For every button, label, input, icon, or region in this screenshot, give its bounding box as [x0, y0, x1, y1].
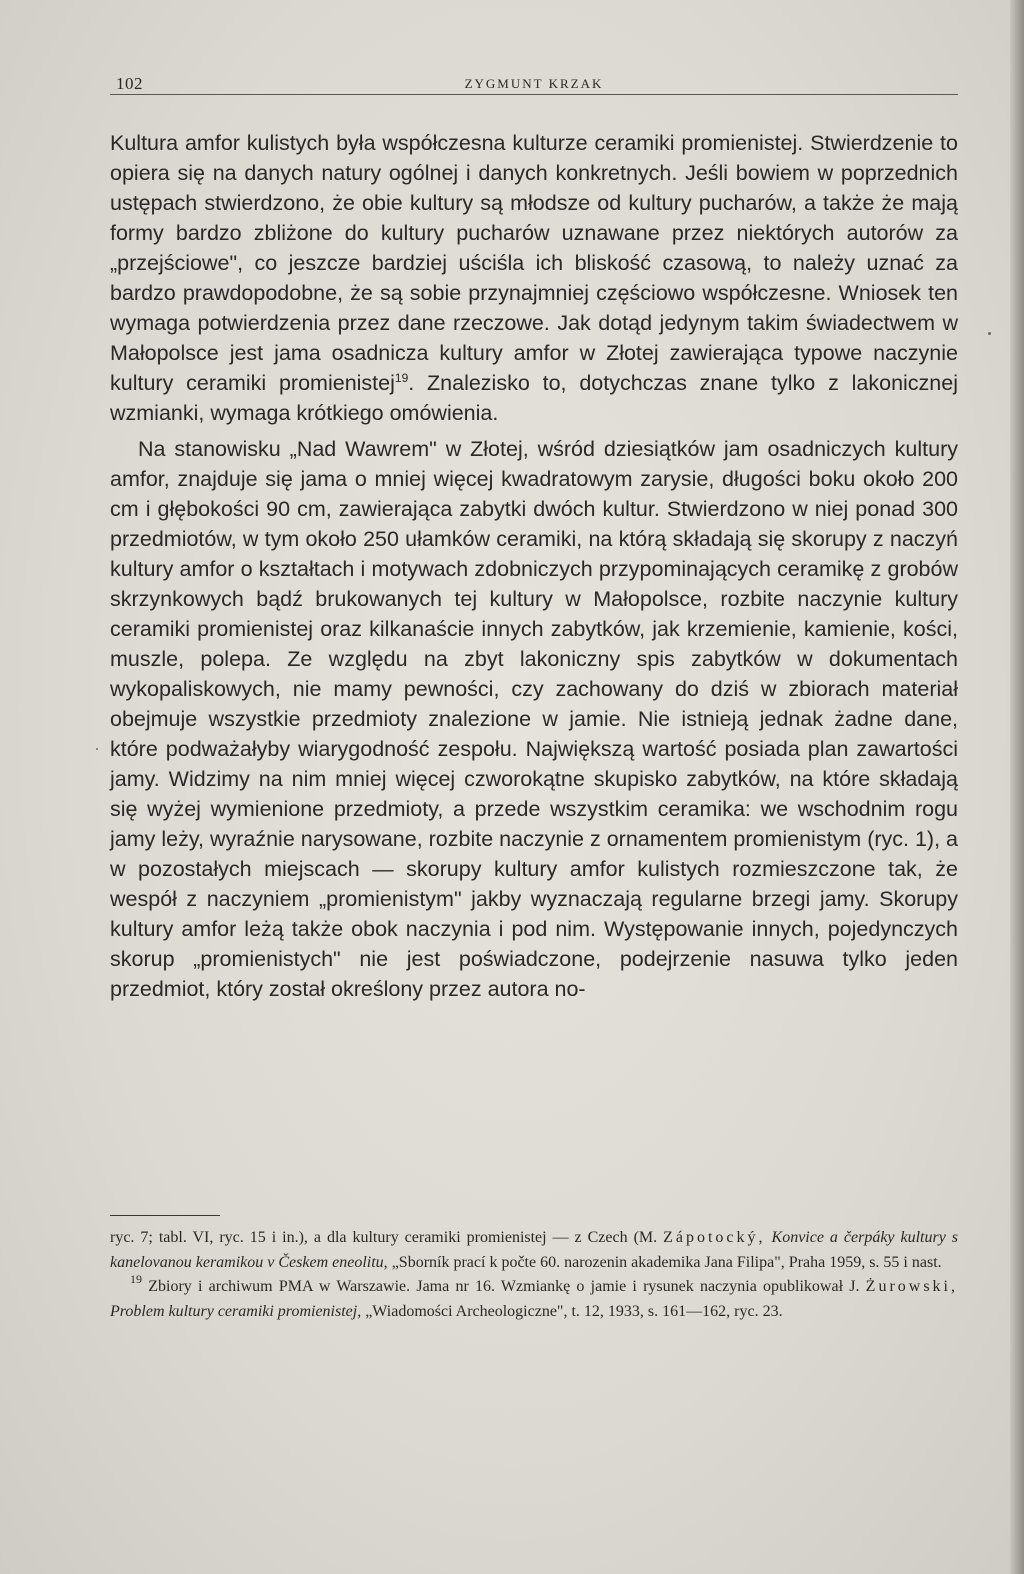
footnote-cont-text-b: „Sborník prací k počte 60. narozenin akademika Jana Filipa", Praha 1959, s. 55 i nast. — [387, 1253, 942, 1271]
footnote-cont-text-a: ryc. 7; tabl. VI, ryc. 15 i in.), a dla kultury ceramiki promienistej — z Czech (M. — [110, 1229, 664, 1246]
footnote-cont-title: Konvice a čerpáky kultury s kanelovanou keramikou v Českem eneolitu, — [110, 1229, 959, 1271]
page-number: 102 — [116, 74, 143, 93]
paragraph-2: Na stanowisku „Nad Wawrem" w Złotej, wśród dziesiątków jam osadniczych kultury amfor, znajduje się jama o mniej więcej kwadratowym zarysie, długości boku około 200 cm i głębokości 90 cm, zawierająca zabytki dwóch kultur. Stwierdzono w niej ponad 300 przedmiotów, w tym około 250 ułamków ceramiki, na którą składają się skorupy z naczyń kultury amfor o kształtach i motywach zdobniczych przypominających ceramikę z grobów skrzynkowych bądź brukowanych tej kultury w Małopolsce, rozbite naczynie kultury ceramiki promienistej oraz kilkanaście innych zabytków, jak krzemienie, kamienie, kości, muszle, polepa. Ze względu na zbyt lakoniczny spis zabytków w dokumentach wykopaliskowych, nie mamy pewności, czy zachowany do dziś w zbiorach materiał obejmuje wszystkie przedmioty znalezione w jamie. Nie istnieją jednak żadne dane, które podważałyby wiarygodność zespołu. Największą wartość posiada plan zawartości jamy. Widzimy na nim mniej więcej czworokątne skupisko zabytków, na które składają się wyżej wymienione przedmioty, a przede wszystkim ceramika: we wschodnim rogu jamy leży, wyraźnie narysowane, rozbite naczynie z ornamentem promienistym (ryc. 1), a w pozostałych miejscach — skorupy kultury amfor kulistych rozmieszczone tak, że wespół z naczyniem „promienistym" jakby wyznaczają regularne brzegi jamy. Skorupy kultury amfor leżą także obok naczynia i pod nim. Występowanie innych, pojedynczych skorup „promienistych" nie jest poświadczone, podejrzenie nasuwa tylko jeden przedmiot, który został określony przez autora no- — [110, 437, 958, 1001]
footnote-19-title: Problem kultury ceramiki promienistej, — [110, 1302, 362, 1320]
paragraph-1-tail: . Znalezisko to, dotychczas znane tylko z lakonicznej wzmianki, wymaga krótkiego omówienia. — [110, 371, 958, 425]
footnote-19 — [110, 1272, 958, 1324]
footnote-19-text-b: „Wiadomości Archeologiczne", t. 12, 1933, s. 161—162, ryc. 23. — [361, 1302, 783, 1320]
running-header — [110, 70, 958, 95]
footnote-continuation — [110, 1226, 958, 1275]
footnote-19-marker: 19 — [130, 1272, 142, 1286]
footnote-19-author: Żurowski, — [865, 1278, 958, 1295]
paragraph-1 — [110, 128, 958, 428]
footnote-19-text-a: Zbiory i archiwum PMA w Warszawie. Jama nr 16. Wzmiankę o jamie i rysunek naczynia opublikował J. — [142, 1278, 866, 1295]
scan-speck — [988, 332, 991, 335]
footnote-cont-author: Zápotocký, — [663, 1229, 766, 1246]
footnote-ref-19: 19 — [394, 371, 409, 385]
footnotes — [110, 1226, 958, 1324]
paragraph-1-text: Kultura amfor kulistych była współczesna kulturze ceramiki promienistej. Stwierdzenie to opiera się na danych natury ogólnej i danych konkretnych. Jeśli bowiem w poprzednich ustępach stwierdzono, że obie kultury są młodsze od kultury pucharów, a także że mają formy bardzo zbliżone do kultury pucharów uznawane przez niektórych autorów za „przejściowe", co jeszcze bardziej uściśla ich bliskość czasową, to należy uznać za bardzo prawdopodobne, że są sobie przynajmniej częściowo współczesne. Wniosek ten wymaga potwierdzenia przez dane rzeczowe. Jak dotąd jedynym takim świadectwem w Małopolsce jest jama osadnicza kultury amfor w Złotej zawierająca typowe naczynie kultury ceramiki promienistej — [110, 131, 958, 395]
running-head-author: ZYGMUNT KRZAK — [464, 76, 604, 91]
page-edge-shadow — [1010, 0, 1024, 1574]
scan-speck — [96, 748, 98, 750]
body-text — [110, 128, 958, 1010]
footnote-rule — [110, 1215, 220, 1216]
